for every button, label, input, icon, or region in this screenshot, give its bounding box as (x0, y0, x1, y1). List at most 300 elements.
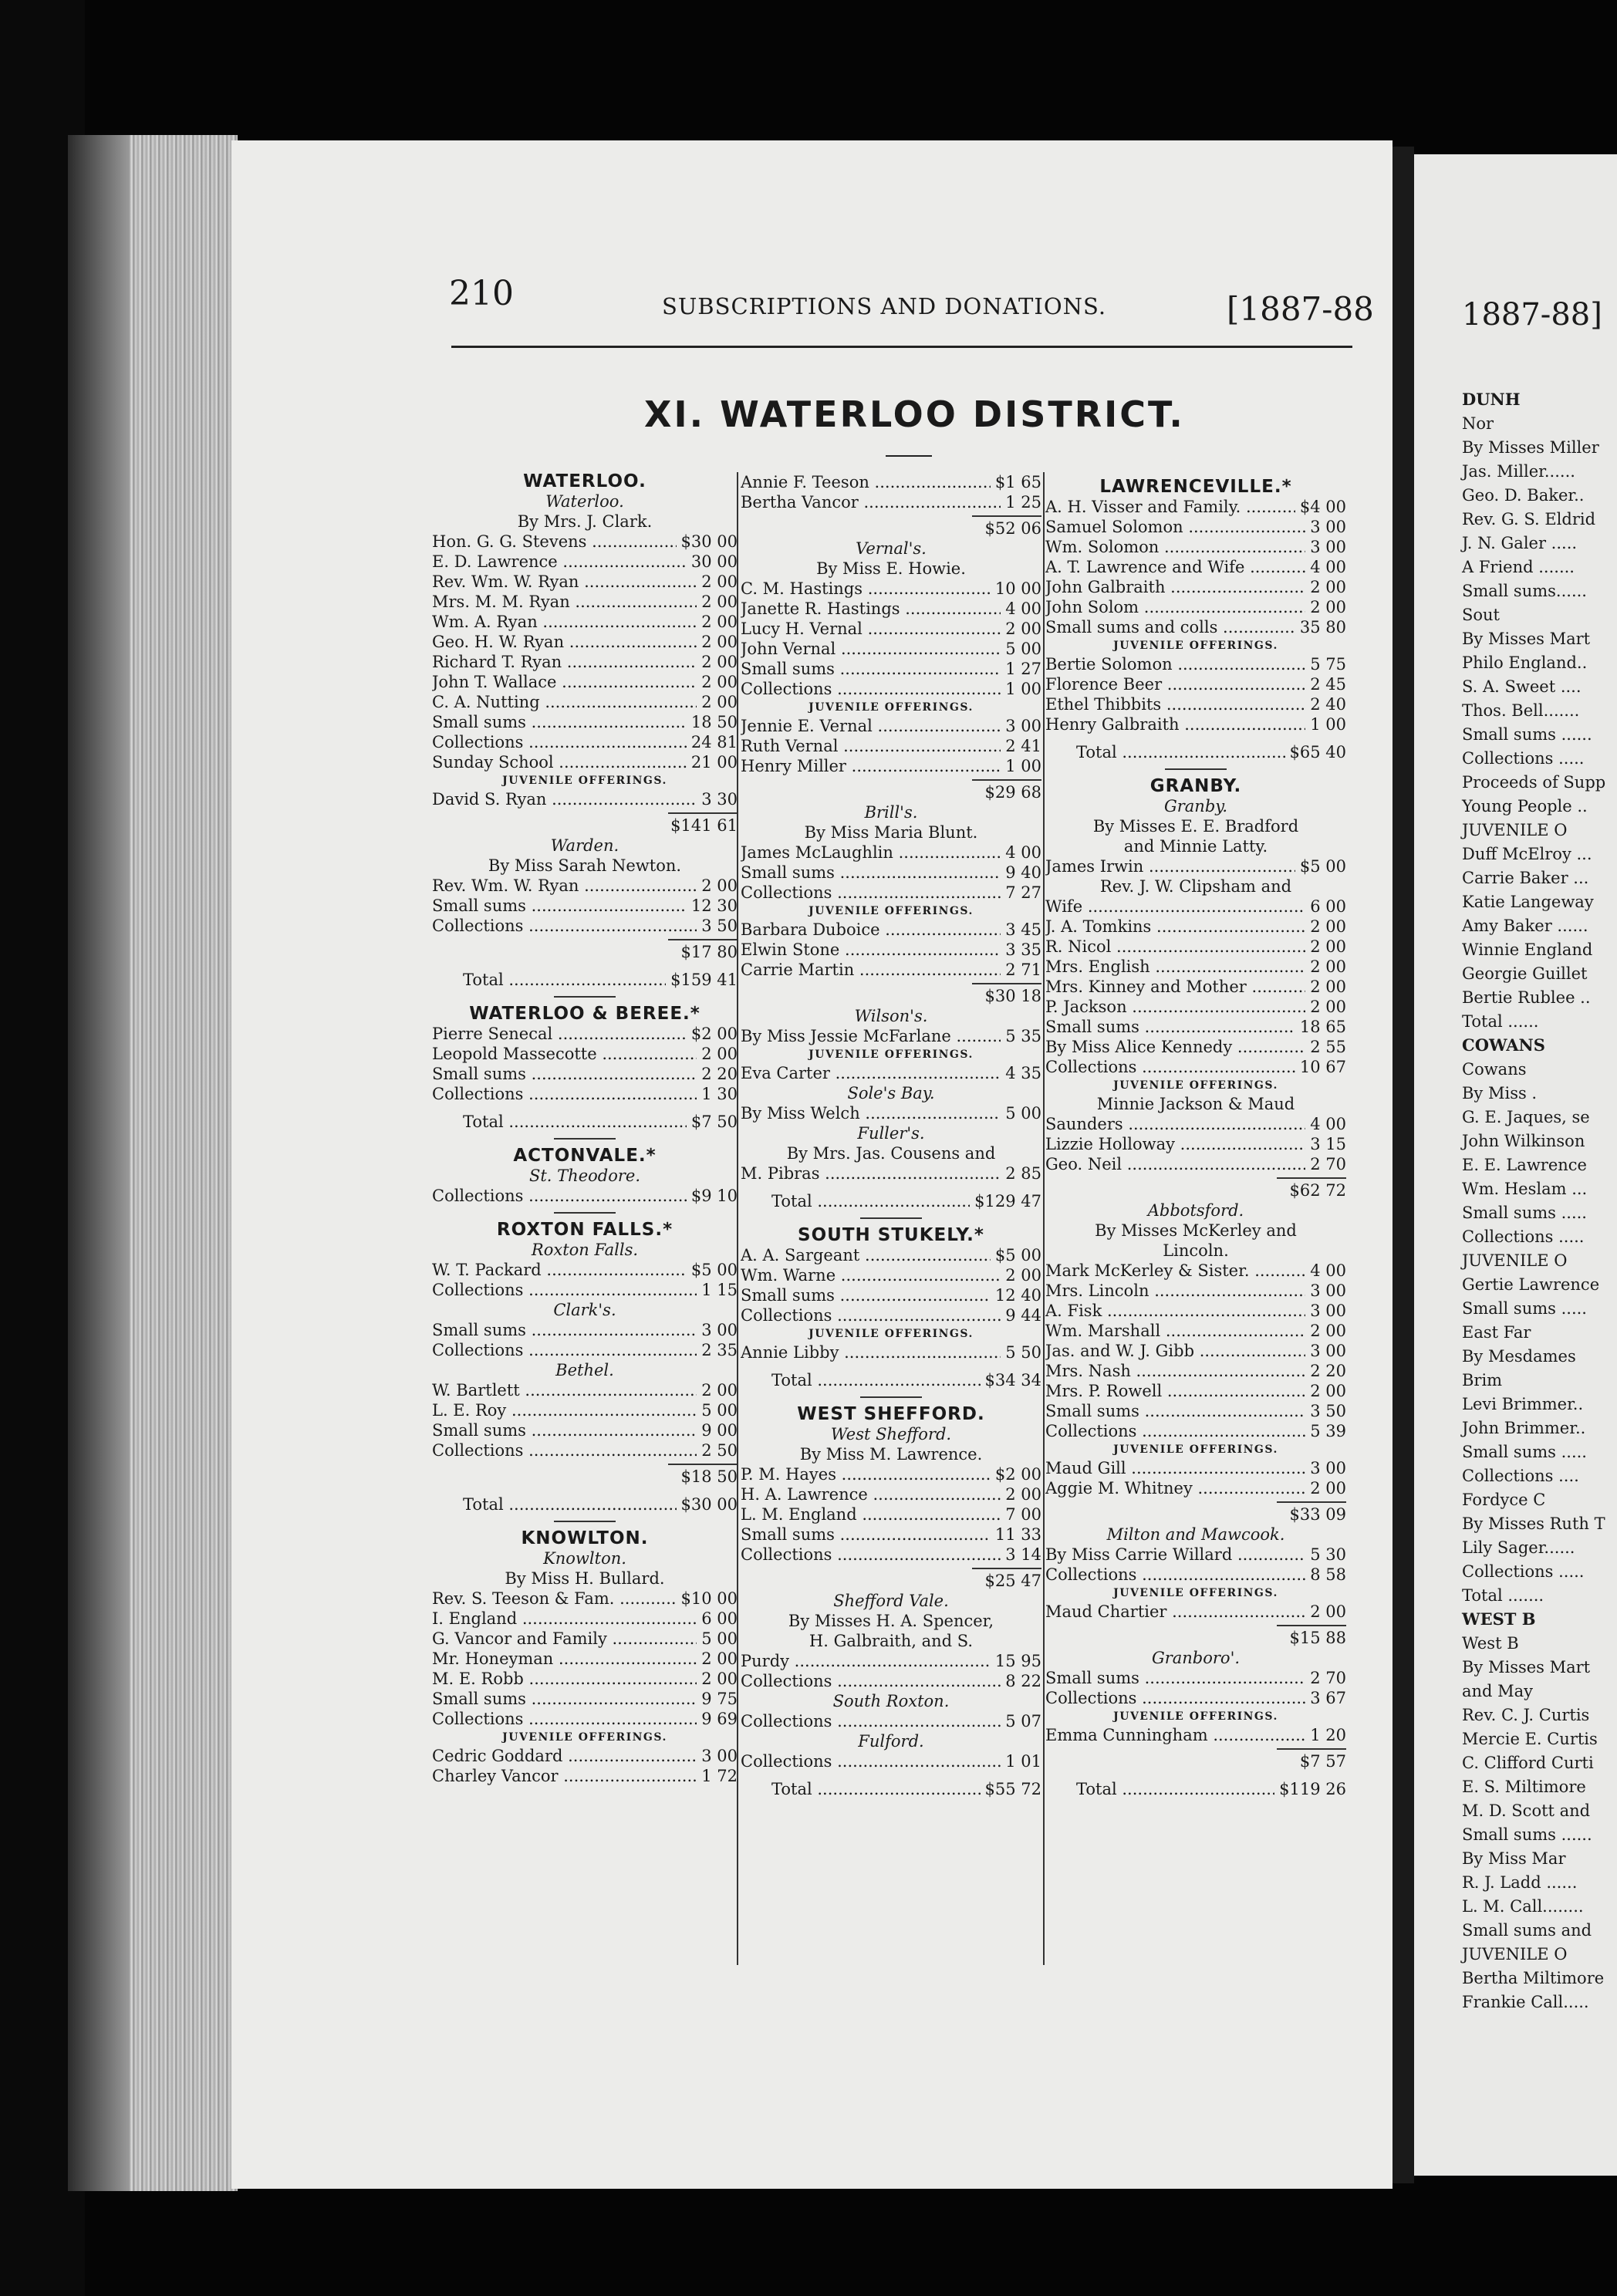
section-heading: GRANBY. (1149, 776, 1242, 796)
donation-row (1045, 957, 1346, 977)
subtotal-amount: $25 47 (972, 1568, 1041, 1591)
amount: 9 00 (701, 1421, 738, 1440)
donation-row (741, 716, 1041, 736)
donor-name: Wm. A. Ryan ..... (432, 612, 697, 632)
amount: $5 00 (690, 1261, 738, 1279)
section-heading: KNOWLTON. (521, 1528, 649, 1548)
right-page-line: JUVENILE O (1462, 821, 1568, 839)
amount: 1 27 (1005, 660, 1041, 678)
amount: 9 40 (1005, 863, 1041, 882)
donor-name: Hon. G. G. Stevens ..... (432, 532, 677, 552)
right-page-line: Lily Sager...... (1462, 1538, 1575, 1557)
donor-name: John Solom ..... (1045, 597, 1305, 617)
amount: 3 00 (1310, 518, 1346, 536)
donation-row (1045, 674, 1346, 694)
right-page-line: Small sums...... (1462, 582, 1587, 600)
donation-row (1045, 997, 1346, 1017)
amount: 9 44 (1005, 1306, 1041, 1325)
donor-name: Charley Vancor ..... (432, 1766, 697, 1786)
collector-line: By Miss H. Bullard. (505, 1569, 665, 1588)
donor-name: Wm. Warne ..... (741, 1265, 1001, 1285)
amount: 8 58 (1310, 1565, 1346, 1584)
donation-row (1045, 1321, 1346, 1341)
amount: $2 00 (690, 1025, 738, 1043)
donation-row (432, 1320, 738, 1340)
juvenile-heading: JUVENILE OFFERINGS. (1113, 1710, 1278, 1723)
right-page-line: John Wilkinson (1462, 1132, 1585, 1150)
donation-row (1045, 517, 1346, 537)
donor-name: By Miss Welch ..... (741, 1103, 1001, 1123)
amount: $159 41 (670, 971, 738, 989)
donor-name: Collections ..... (1045, 1057, 1295, 1077)
amount: 3 50 (701, 917, 738, 935)
donation-row (432, 1689, 738, 1709)
amount: 12 40 (994, 1286, 1041, 1305)
right-page-line: Small sums ...... (1462, 725, 1592, 744)
donation-row (1045, 977, 1346, 997)
donor-name: J. A. Tomkins ..... (1045, 917, 1305, 937)
donor-name: Collections ..... (741, 1545, 1001, 1565)
juvenile-heading: JUVENILE OFFERINGS. (808, 1328, 974, 1340)
donor-name: Mr. Honeyman ..... (432, 1649, 697, 1669)
donation-row (1045, 1037, 1346, 1057)
amount: 2 85 (1005, 1164, 1041, 1183)
right-page-line: Jas. Miller...... (1462, 462, 1575, 481)
donation-row (741, 1342, 1041, 1362)
right-page-line: Mercie E. Curtis (1462, 1730, 1598, 1748)
donation-row (1045, 1114, 1346, 1134)
section-heading: WEST SHEFFORD. (797, 1404, 985, 1424)
amount: 2 35 (701, 1341, 738, 1359)
amount: 3 00 (1310, 1302, 1346, 1320)
donation-row (432, 1280, 738, 1300)
donor-name: John Galbraith ..... (1045, 577, 1305, 597)
amount: 5 75 (1310, 655, 1346, 674)
donor-name: C. A. Nutting ..... (432, 692, 697, 712)
amount: 9 75 (701, 1690, 738, 1708)
right-page-line: Duff McElroy ... (1462, 845, 1592, 863)
amount: $65 40 (1289, 743, 1346, 761)
donation-row (432, 672, 738, 692)
amount: $7 50 (690, 1113, 738, 1131)
donation-row (1045, 1381, 1346, 1401)
amount: 4 00 (1005, 843, 1041, 862)
right-page-line: Georgie Guillet (1462, 964, 1588, 983)
amount: 2 00 (701, 572, 738, 591)
donation-row (432, 1609, 738, 1629)
donor-name: Rev. Wm. W. Ryan ..... (432, 572, 697, 592)
amount: 2 00 (701, 1649, 738, 1668)
right-page-line: West B (1462, 1634, 1519, 1653)
right-page-line: Small sums and (1462, 1921, 1592, 1940)
donor-name: Bertie Solomon ..... (1045, 654, 1305, 674)
right-page-line: C. Clifford Curti (1462, 1754, 1594, 1772)
donor-name: Collections ..... (741, 1751, 1001, 1771)
subtotal-amount: $33 09 (1277, 1501, 1346, 1524)
amount: 2 00 (1310, 937, 1346, 956)
juvenile-heading: JUVENILE OFFERINGS. (1113, 1443, 1278, 1456)
donation-row (741, 1711, 1041, 1731)
amount: 2 00 (701, 693, 738, 711)
right-page-line: Rev. G. S. Eldrid (1462, 510, 1596, 528)
right-page-line: By Miss Mar (1462, 1849, 1566, 1868)
amount: 5 07 (1005, 1712, 1041, 1730)
running-year: [1887-88 (1227, 290, 1374, 328)
donation-row (1045, 694, 1346, 714)
right-page-line: By Misses Mart (1462, 630, 1591, 648)
amount: 10 67 (1299, 1058, 1346, 1076)
donor-name: Collections ..... (1045, 1565, 1305, 1585)
donation-row (1045, 577, 1346, 597)
donation-row (741, 492, 1041, 512)
amount: 15 95 (994, 1652, 1041, 1670)
amount: 5 35 (1005, 1027, 1041, 1045)
donation-row (432, 1064, 738, 1084)
amount: 3 35 (1005, 940, 1041, 959)
donation-row (432, 632, 738, 652)
donation-row (741, 1545, 1041, 1565)
subtotal-amount: $17 80 (668, 939, 738, 962)
right-page-line: WEST B (1462, 1609, 1536, 1629)
juvenile-heading: JUVENILE OFFERINGS. (808, 1048, 974, 1061)
right-page-line: By Misses Mart (1462, 1658, 1591, 1676)
subsection-title: Fuller's. (857, 1124, 925, 1143)
donor-name: Eva Carter ..... (741, 1063, 1001, 1083)
donation-row (1045, 1668, 1346, 1688)
amount: 11 33 (994, 1525, 1041, 1544)
juvenile-heading: JUVENILE OFFERINGS. (1113, 1587, 1278, 1599)
donor-name: A. T. Lawrence and Wife ..... (1045, 557, 1305, 577)
donor-name: Emma Cunningham ..... (1045, 1725, 1305, 1745)
donation-row (1045, 1017, 1346, 1037)
column-1 (432, 467, 738, 1786)
juvenile-heading: JUVENILE OFFERINGS. (1113, 1079, 1278, 1092)
subsection-title: West Shefford. (830, 1425, 952, 1443)
section-heading: LAWRENCEVILLE.* (1099, 477, 1292, 497)
donor-name: Mrs. Lincoln ..... (1045, 1281, 1305, 1301)
amount: 7 27 (1005, 883, 1041, 902)
amount: 1 72 (701, 1767, 738, 1785)
donation-row (1045, 1602, 1346, 1622)
amount: 2 00 (1310, 1602, 1346, 1621)
amount: 4 00 (1005, 599, 1041, 618)
donation-row (741, 579, 1041, 599)
donor-name: A. H. Visser and Family. ..... (1045, 497, 1295, 517)
donation-row (1045, 617, 1346, 637)
donor-name: Small sums ..... (432, 1064, 697, 1084)
juvenile-heading: JUVENILE OFFERINGS. (808, 701, 974, 714)
page-edges-shadow (68, 135, 130, 2191)
subsection-title: Warden. (550, 836, 619, 855)
right-page-line: By Misses Ruth T (1462, 1514, 1605, 1533)
total-row (741, 1191, 1041, 1211)
amount: 3 00 (1310, 1281, 1346, 1300)
donor-name: Collections ..... (432, 1340, 697, 1360)
donor-name: Pierre Senecal ..... (432, 1024, 687, 1044)
donation-row (741, 619, 1041, 639)
donor-name: By Miss Carrie Willard ..... (1045, 1545, 1305, 1565)
amount: 3 00 (1005, 717, 1041, 735)
amount: 2 00 (701, 613, 738, 631)
amount: 3 14 (1005, 1545, 1041, 1564)
donation-row (1045, 537, 1346, 557)
right-page-line: Geo. D. Baker.. (1462, 486, 1585, 505)
donor-name: Small sums ..... (741, 863, 1001, 883)
right-page-line: JUVENILE O (1462, 1945, 1568, 1963)
donation-row (432, 1024, 738, 1044)
donor-name: Carrie Martin ..... (741, 960, 1001, 980)
collector-line: By Mrs. Jas. Cousens and (786, 1144, 996, 1163)
donation-row (741, 842, 1041, 863)
donor-name: Collections ..... (741, 679, 1001, 699)
donation-row (1045, 1545, 1346, 1565)
donation-row (1045, 856, 1346, 876)
donor-name: Saunders ..... (1045, 1114, 1305, 1134)
amount: 35 80 (1299, 618, 1346, 636)
donor-name: Ethel Thibbits ..... (1045, 694, 1305, 714)
donor-name: Collections ..... (741, 1671, 1001, 1691)
right-page-line: Small sums ..... (1462, 1299, 1587, 1318)
donor-name: P. M. Hayes ..... (741, 1464, 991, 1484)
amount: 2 00 (701, 1045, 738, 1063)
amount: 2 70 (1310, 1669, 1346, 1687)
amount: 2 00 (701, 1670, 738, 1688)
donor-name: Jennie E. Vernal ..... (741, 716, 1001, 736)
section-heading: WATERLOO & BEREE.* (469, 1004, 700, 1024)
amount: 2 00 (1005, 620, 1041, 638)
donation-row (1045, 1401, 1346, 1421)
right-page-line: E. E. Lawrence (1462, 1156, 1587, 1174)
collector-line: By Miss Sarah Newton. (488, 856, 682, 875)
donor-name: Small sums and colls ..... (1045, 617, 1295, 637)
amount: 2 00 (1310, 977, 1346, 996)
amount: 2 00 (1005, 1266, 1041, 1285)
subtotal-amount: $52 06 (972, 515, 1041, 539)
donation-row (432, 652, 738, 672)
right-page-line: Nor (1462, 414, 1494, 433)
section-heading: WATERLOO. (523, 471, 646, 491)
right-page-line: G. E. Jaques, se (1462, 1108, 1590, 1126)
donation-row (741, 1063, 1041, 1083)
subtotal-amount: $30 18 (972, 983, 1041, 1006)
donor-name: Collections ..... (432, 1280, 697, 1300)
donation-row (432, 692, 738, 712)
donation-row (1045, 1057, 1346, 1077)
donation-row (741, 920, 1041, 940)
column-2 (741, 472, 1041, 1799)
amount: 30 00 (690, 552, 738, 571)
right-page-line: A Friend ....... (1462, 558, 1575, 576)
amount: 2 55 (1310, 1038, 1346, 1056)
donor-name: Mrs. English ..... (1045, 957, 1305, 977)
donation-row (1045, 597, 1346, 617)
book-gutter (1393, 147, 1414, 2183)
right-page-line: E. S. Miltimore (1462, 1778, 1586, 1796)
amount: 3 67 (1310, 1689, 1346, 1707)
amount: $30 00 (680, 1495, 738, 1514)
donation-row (432, 1746, 738, 1766)
donation-row (432, 1669, 738, 1689)
donation-row (741, 756, 1041, 776)
donor-name: Rev. Wm. W. Ryan ..... (432, 876, 697, 896)
donation-row (741, 659, 1041, 679)
donation-row (1045, 1725, 1346, 1745)
amount: 2 00 (1310, 1322, 1346, 1340)
amount: $1 65 (994, 473, 1041, 491)
amount: 1 00 (1310, 715, 1346, 734)
donor-name: Total ..... (463, 970, 666, 990)
right-page-line: Total ....... (1462, 1586, 1544, 1605)
right-page-line: Total ...... (1462, 1012, 1539, 1031)
subsection-title: Sole's Bay. (847, 1084, 935, 1102)
amount: 21 00 (690, 753, 738, 772)
right-page-line: Bertie Rublee .. (1462, 988, 1591, 1007)
donation-row (432, 532, 738, 552)
donation-row (741, 1305, 1041, 1325)
page-number: 210 (449, 274, 514, 313)
donor-name: Collections ..... (1045, 1421, 1305, 1441)
right-page-line: Rev. C. J. Curtis (1462, 1706, 1590, 1724)
donation-row (741, 1163, 1041, 1183)
subsection-title: Fulford. (858, 1732, 924, 1751)
donor-name: C. M. Hastings ..... (741, 579, 991, 599)
amount: 2 00 (1310, 957, 1346, 976)
right-page-line: Collections ..... (1462, 749, 1585, 768)
section-separator (554, 1212, 616, 1214)
amount: $34 34 (984, 1371, 1041, 1389)
amount: 5 00 (701, 1401, 738, 1420)
right-page-line: Sout (1462, 606, 1500, 624)
donation-row (1045, 1565, 1346, 1585)
collector-line: By Misses McKerley and (1095, 1221, 1297, 1240)
amount: 24 81 (690, 733, 738, 751)
donor-name: G. Vancor and Family ..... (432, 1629, 697, 1649)
donor-name: Small sums ..... (1045, 1401, 1305, 1421)
amount: 1 25 (1005, 493, 1041, 512)
donor-name: Sunday School ..... (432, 752, 687, 772)
donation-row (1045, 917, 1346, 937)
amount: 3 15 (1310, 1135, 1346, 1153)
right-page-line: East Far (1462, 1323, 1531, 1342)
subsection-title: Wilson's. (854, 1007, 928, 1025)
donation-row (1045, 1361, 1346, 1381)
donation-row (432, 876, 738, 896)
amount: 2 50 (701, 1441, 738, 1460)
donor-name: By Miss Jessie McFarlane ..... (741, 1026, 1001, 1046)
amount: $30 00 (680, 532, 738, 551)
donation-row (1045, 557, 1346, 577)
donation-row (432, 1709, 738, 1729)
right-page-line: Bertha Miltimore (1462, 1969, 1605, 1987)
donation-row (432, 712, 738, 732)
donor-name: Samuel Solomon ..... (1045, 517, 1305, 537)
donor-name: Small sums ..... (432, 896, 687, 916)
amount: 5 00 (1005, 1104, 1041, 1123)
amount: 2 45 (1310, 675, 1346, 694)
donation-row (1045, 937, 1346, 957)
donation-row (1045, 497, 1346, 517)
donor-name: Collections ..... (432, 1186, 687, 1206)
collector-line: and Minnie Latty. (1123, 837, 1268, 856)
donor-name: Ruth Vernal ..... (741, 736, 1001, 756)
donor-name: Small sums ..... (741, 1285, 991, 1305)
amount: 3 00 (701, 1321, 738, 1339)
donor-name: Rev. S. Teeson & Fam. ..... (432, 1589, 677, 1609)
title-rule (886, 455, 932, 457)
donation-row (1045, 1134, 1346, 1154)
right-page-line: Brim (1462, 1371, 1503, 1389)
right-page-line: Amy Baker ...... (1462, 917, 1588, 935)
donor-name: Aggie M. Whitney ..... (1045, 1478, 1305, 1498)
district-title: XI. WATERLOO DISTRICT. (644, 393, 1185, 435)
right-page-line: By Miss . (1462, 1084, 1538, 1102)
donor-name: Total ..... (463, 1494, 677, 1514)
donor-name: Small sums ..... (1045, 1668, 1305, 1688)
donation-row (432, 732, 738, 752)
donor-name: Annie F. Teeson ..... (741, 472, 991, 492)
total-row (432, 1494, 738, 1514)
donor-name: Collections ..... (1045, 1688, 1305, 1708)
amount: 2 71 (1005, 961, 1041, 979)
donor-name: Collections ..... (432, 916, 697, 936)
amount: 3 45 (1005, 920, 1041, 939)
total-row (741, 1370, 1041, 1390)
donation-row (741, 472, 1041, 492)
donor-name: Mrs. Nash ..... (1045, 1361, 1305, 1381)
subsection-title: Waterloo. (545, 492, 624, 511)
amount: 2 00 (1310, 578, 1346, 596)
right-page-line: Levi Brimmer.. (1462, 1395, 1584, 1413)
donation-row (741, 1651, 1041, 1671)
section-separator (554, 1138, 616, 1140)
donation-row (1045, 1154, 1346, 1174)
donation-row (432, 752, 738, 772)
donor-name: Florence Beer ..... (1045, 674, 1305, 694)
total-row (432, 970, 738, 990)
right-page-line: Katie Langeway (1462, 893, 1594, 911)
donor-name: Elwin Stone ..... (741, 940, 1001, 960)
donor-name: Mark McKerley & Sister. ..... (1045, 1261, 1305, 1281)
donor-name: Total ..... (771, 1370, 981, 1390)
amount: 4 00 (1310, 1115, 1346, 1133)
subsection-title: Granby. (1163, 797, 1228, 815)
donation-row (432, 1649, 738, 1669)
subtotal-amount: $141 61 (668, 812, 738, 836)
collector-line: H. Galbraith, and S. (808, 1632, 974, 1650)
amount: 2 41 (1005, 737, 1041, 755)
donor-name: Richard T. Ryan ..... (432, 652, 697, 672)
collector-line: Lincoln. (1163, 1241, 1229, 1260)
donor-name: Small sums ..... (1045, 1017, 1295, 1037)
donation-row (432, 572, 738, 592)
amount: $10 00 (680, 1589, 738, 1608)
donation-row (741, 1464, 1041, 1484)
section-separator (860, 1396, 922, 1398)
amount: 5 00 (1005, 640, 1041, 658)
collector-line: Minnie Jackson & Maud (1096, 1095, 1295, 1113)
right-page-line: Small sums ..... (1462, 1443, 1587, 1461)
donor-name: Small sums ..... (432, 1689, 697, 1709)
right-page-line: Collections ..... (1462, 1227, 1585, 1246)
subsection-title: Milton and Mawcook. (1106, 1525, 1285, 1544)
subsection-title: South Roxton. (832, 1692, 950, 1710)
donation-row (1045, 1301, 1346, 1321)
donor-name: L. M. England ..... (741, 1504, 1001, 1524)
collector-line: By Miss M. Lawrence. (799, 1445, 983, 1464)
section-heading: SOUTH STUKELY.* (798, 1225, 984, 1245)
amount: 1 01 (1005, 1752, 1041, 1771)
donation-row (1045, 1478, 1346, 1498)
